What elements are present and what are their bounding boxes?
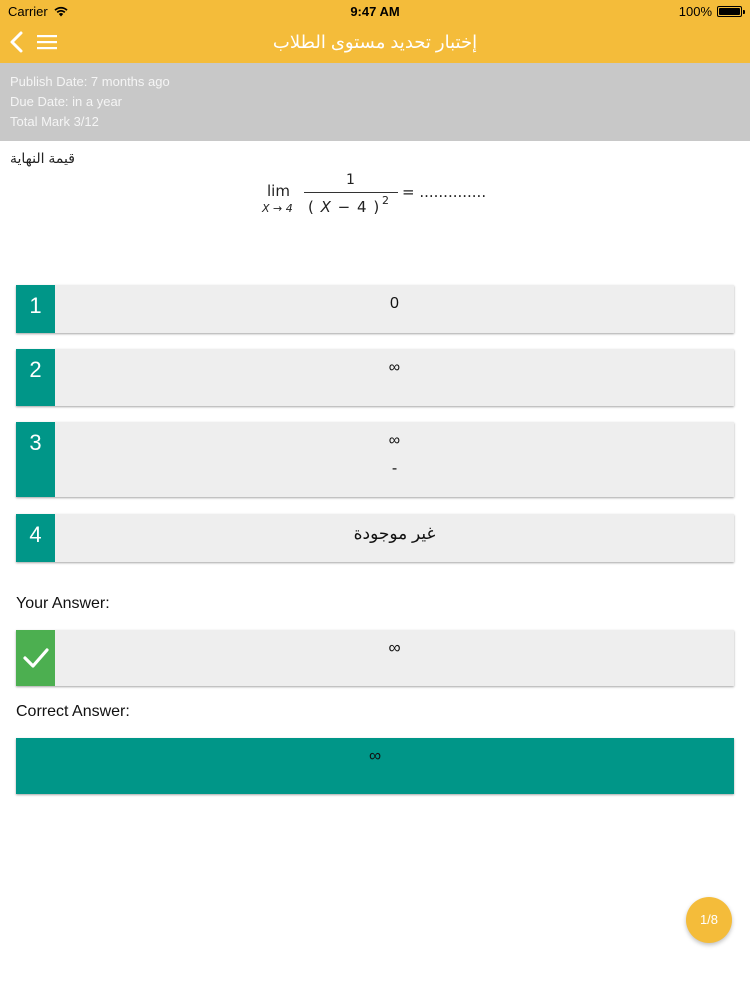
fraction-bar [304,192,398,193]
correct-answer-value: ∞ [368,746,382,765]
option-text: غير موجودة [353,524,436,543]
nav-bar [0,22,750,63]
quiz-info-panel [0,63,750,141]
option-text: ∞ [388,359,401,376]
status-time: 9:47 AM [350,3,400,19]
your-answer-box [16,630,734,686]
your-answer-value: ∞ [388,638,401,657]
formula-equals: = .............. [402,183,487,201]
wifi-icon [54,6,68,17]
question-formula [262,172,502,222]
your-answer-label: Your Answer: [16,595,110,612]
option-number: 4 [16,514,55,562]
correct-answer-label: Correct Answer: [16,703,130,720]
carrier-label: Carrier [8,3,48,19]
option-text-line2: - [391,460,398,477]
publish-date: Publish Date: 7 months ago [10,74,170,89]
option-number: 3 [16,422,55,497]
option-3[interactable] [16,422,734,497]
correct-answer-box [16,738,734,794]
due-date: Due Date: in a year [10,94,123,109]
checkmark-icon [22,646,50,670]
option-text: ∞ [388,432,401,449]
battery-icon [717,6,742,17]
formula-denominator: ( X − 4 ) [308,198,381,216]
option-2[interactable] [16,349,734,406]
total-mark: Total Mark 3/12 [10,114,99,129]
option-text: 0 [390,295,399,312]
formula-exponent: 2 [382,194,389,207]
option-1[interactable] [16,285,734,333]
formula-lim: lim [267,182,290,200]
status-left [8,4,68,19]
formula-subscript: X → 4 [262,202,293,215]
option-4[interactable] [16,514,734,562]
option-number: 1 [16,285,55,333]
status-bar [0,0,750,22]
formula-numerator: 1 [346,172,355,188]
page-indicator-button[interactable]: 1/8 [686,897,732,943]
correct-check-badge [16,630,55,686]
question-title: قيمة النهاية [10,150,75,166]
battery-percent: 100% [678,3,712,19]
option-number: 2 [16,349,55,406]
page-title: إختبار تحديد مستوى الطلاب [272,32,478,52]
status-right [679,4,742,19]
